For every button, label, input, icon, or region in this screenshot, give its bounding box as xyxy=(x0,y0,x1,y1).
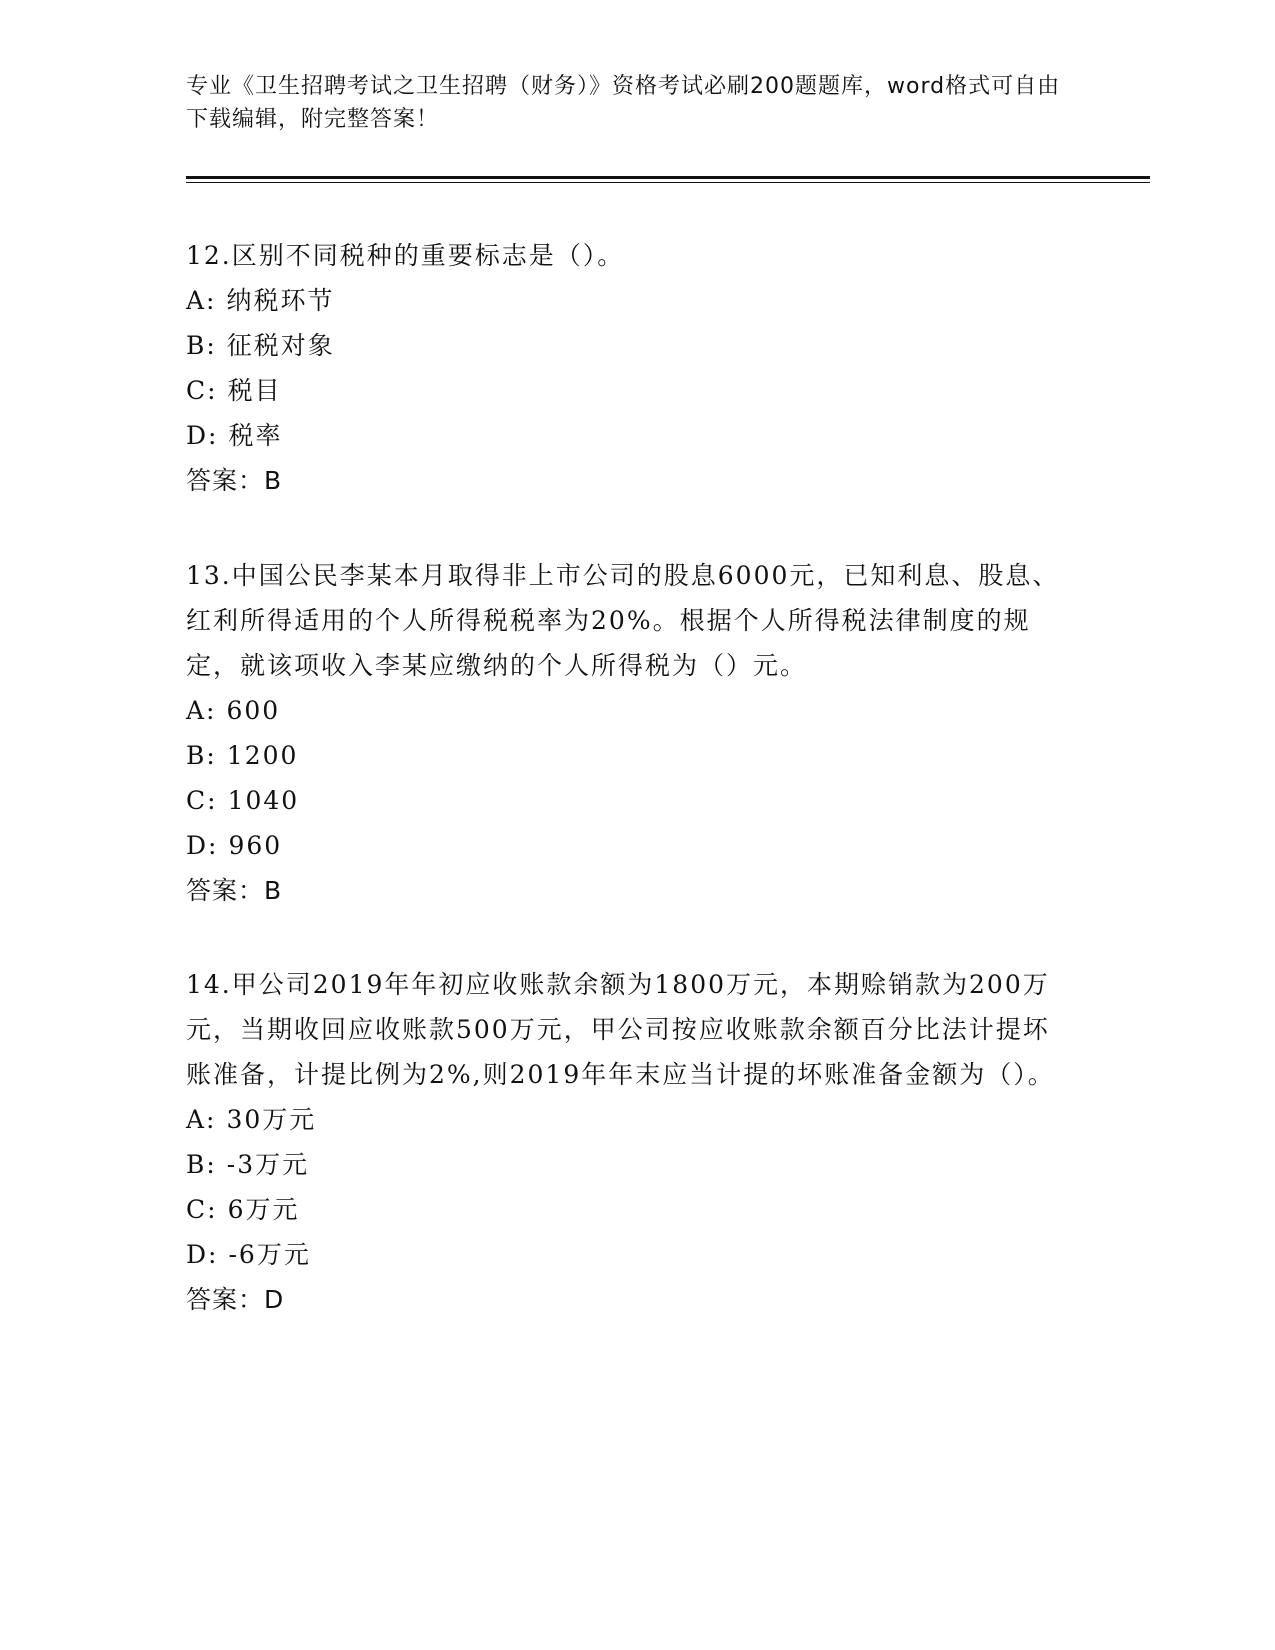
option-d xyxy=(186,413,1076,458)
option-text: 1040 xyxy=(227,786,300,815)
option-key: B: xyxy=(186,331,217,360)
question-12 xyxy=(186,233,1076,503)
option-key: A: xyxy=(186,286,217,315)
option-c xyxy=(186,778,1076,823)
answer-line: 答案：B xyxy=(186,466,283,495)
option-text: -3万元 xyxy=(226,1150,310,1179)
option-text: 税目 xyxy=(227,376,282,405)
option-a xyxy=(186,1097,1076,1142)
question-stem: 13.中国公民李某本月取得非上市公司的股息6000元，已知利息、股息、红利所得适用的个人所得税税率为20%。根据个人所得税法律制度的规定，就该项收入李某应缴纳的个人所得税为（）元。 xyxy=(186,561,1060,680)
option-b xyxy=(186,323,1076,368)
option-key: A: xyxy=(186,1105,217,1134)
answer-line: 答案：D xyxy=(186,1285,285,1314)
header-divider-thick xyxy=(186,176,1150,179)
option-key: B: xyxy=(186,741,217,770)
option-key: D: xyxy=(186,421,219,450)
option-b xyxy=(186,733,1076,778)
option-key: B: xyxy=(186,1150,217,1179)
question-stem: 14.甲公司2019年年初应收账款余额为1800万元，本期赊销款为200万元，当期收回应收账款500万元，甲公司按应收账款余额百分比法计提坏账准备，计提比例为2%,则2019年年末应当计提的坏账准备金额为（）。 xyxy=(186,970,1055,1089)
option-d xyxy=(186,1232,1076,1277)
option-a xyxy=(186,688,1076,733)
header-divider-thin xyxy=(186,182,1150,183)
option-c xyxy=(186,368,1076,413)
option-key: A: xyxy=(186,696,217,725)
option-text: 1200 xyxy=(226,741,299,770)
option-key: C: xyxy=(186,786,218,815)
option-key: D: xyxy=(186,831,219,860)
answer-line: 答案：B xyxy=(186,876,283,905)
option-text: 纳税环节 xyxy=(226,286,335,315)
option-text: 960 xyxy=(228,831,283,860)
option-key: D: xyxy=(186,1240,219,1269)
option-a xyxy=(186,278,1076,323)
question-14 xyxy=(186,962,1076,1322)
option-d xyxy=(186,823,1076,868)
option-text: 征税对象 xyxy=(226,331,335,360)
option-text: 税率 xyxy=(228,421,283,450)
option-text: -6万元 xyxy=(228,1240,311,1269)
question-stem: 12.区别不同税种的重要标志是（）。 xyxy=(186,241,625,270)
option-b xyxy=(186,1142,1076,1187)
option-text: 600 xyxy=(226,696,281,725)
option-key: C: xyxy=(186,376,218,405)
question-13 xyxy=(186,553,1076,913)
option-text: 30万元 xyxy=(226,1105,317,1134)
option-key: C: xyxy=(186,1195,218,1224)
document-header: 专业《卫生招聘考试之卫生招聘（财务）》资格考试必刷200题题库，word格式可自由下载编辑，附完整答案！ xyxy=(186,74,1061,132)
option-c xyxy=(186,1187,1076,1232)
option-text: 6万元 xyxy=(227,1195,300,1224)
